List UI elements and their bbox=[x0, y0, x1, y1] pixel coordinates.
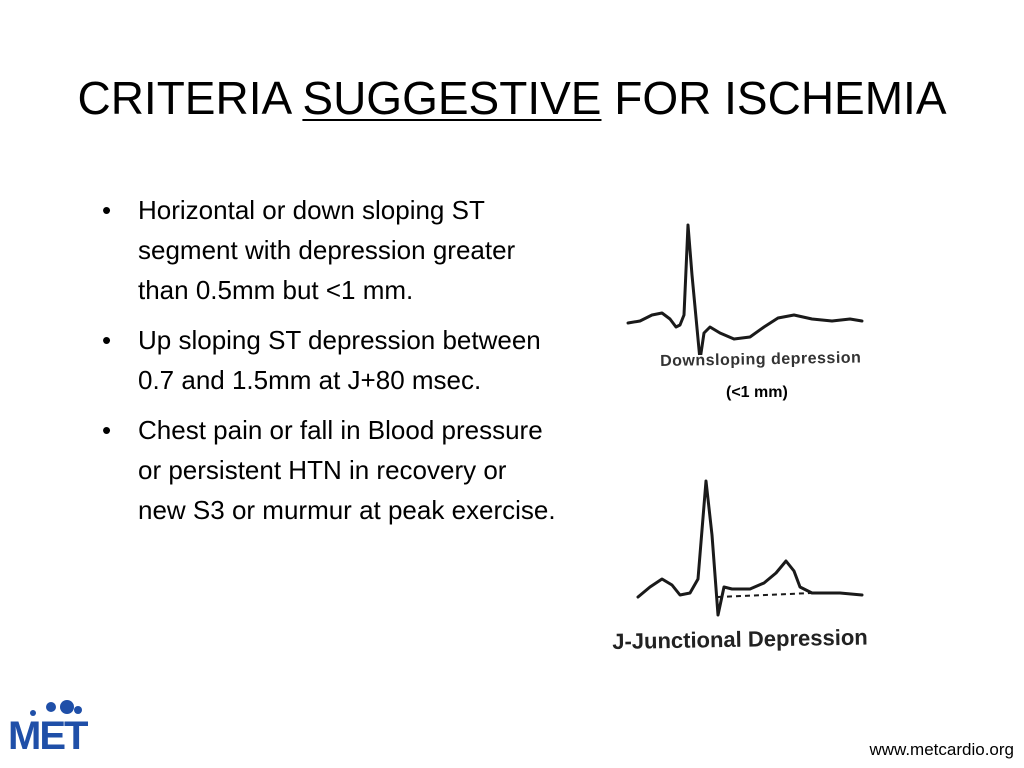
bullet-item bbox=[96, 410, 556, 530]
title-prefix: CRITERIA bbox=[77, 72, 303, 124]
bullet-text: Chest pain or fall in Blood pressure or persistent HTN in recovery or new S3 or murmur at peak exercise. bbox=[138, 415, 556, 525]
slide-title bbox=[0, 70, 1024, 126]
logo-dot-icon bbox=[46, 702, 56, 712]
downsloping-ecg-trace bbox=[600, 215, 920, 355]
bullet-dot: • bbox=[102, 415, 112, 445]
title-emphasis: SUGGESTIVE bbox=[302, 72, 602, 124]
junctional-ecg-figure bbox=[600, 475, 920, 670]
depression-threshold-label: (<1 mm) bbox=[726, 384, 788, 401]
met-logo bbox=[6, 700, 86, 762]
bullet-list bbox=[96, 190, 556, 540]
logo-text: MET bbox=[8, 714, 87, 758]
footer-url[interactable]: www.metcardio.org bbox=[869, 740, 1014, 759]
logo-dot-icon bbox=[60, 700, 74, 714]
junctional-ecg-trace bbox=[600, 475, 920, 625]
junctional-ecg-label: J-Junctional Depression bbox=[612, 624, 868, 654]
downsloping-ecg-figure bbox=[600, 215, 920, 385]
downsloping-ecg-label: Downsloping depression bbox=[660, 349, 862, 370]
title-suffix: FOR ISCHEMIA bbox=[601, 72, 947, 124]
bullet-item bbox=[96, 320, 556, 400]
bullet-item bbox=[96, 190, 556, 310]
bullet-text: Up sloping ST depression between 0.7 and 1.5mm at J+80 msec. bbox=[138, 325, 541, 395]
bullet-dot: • bbox=[102, 325, 112, 355]
bullet-text: Horizontal or down sloping ST segment with depression greater than 0.5mm but <1 mm. bbox=[138, 195, 516, 305]
bullet-dot: • bbox=[102, 195, 112, 225]
logo-dot-icon bbox=[74, 706, 82, 714]
